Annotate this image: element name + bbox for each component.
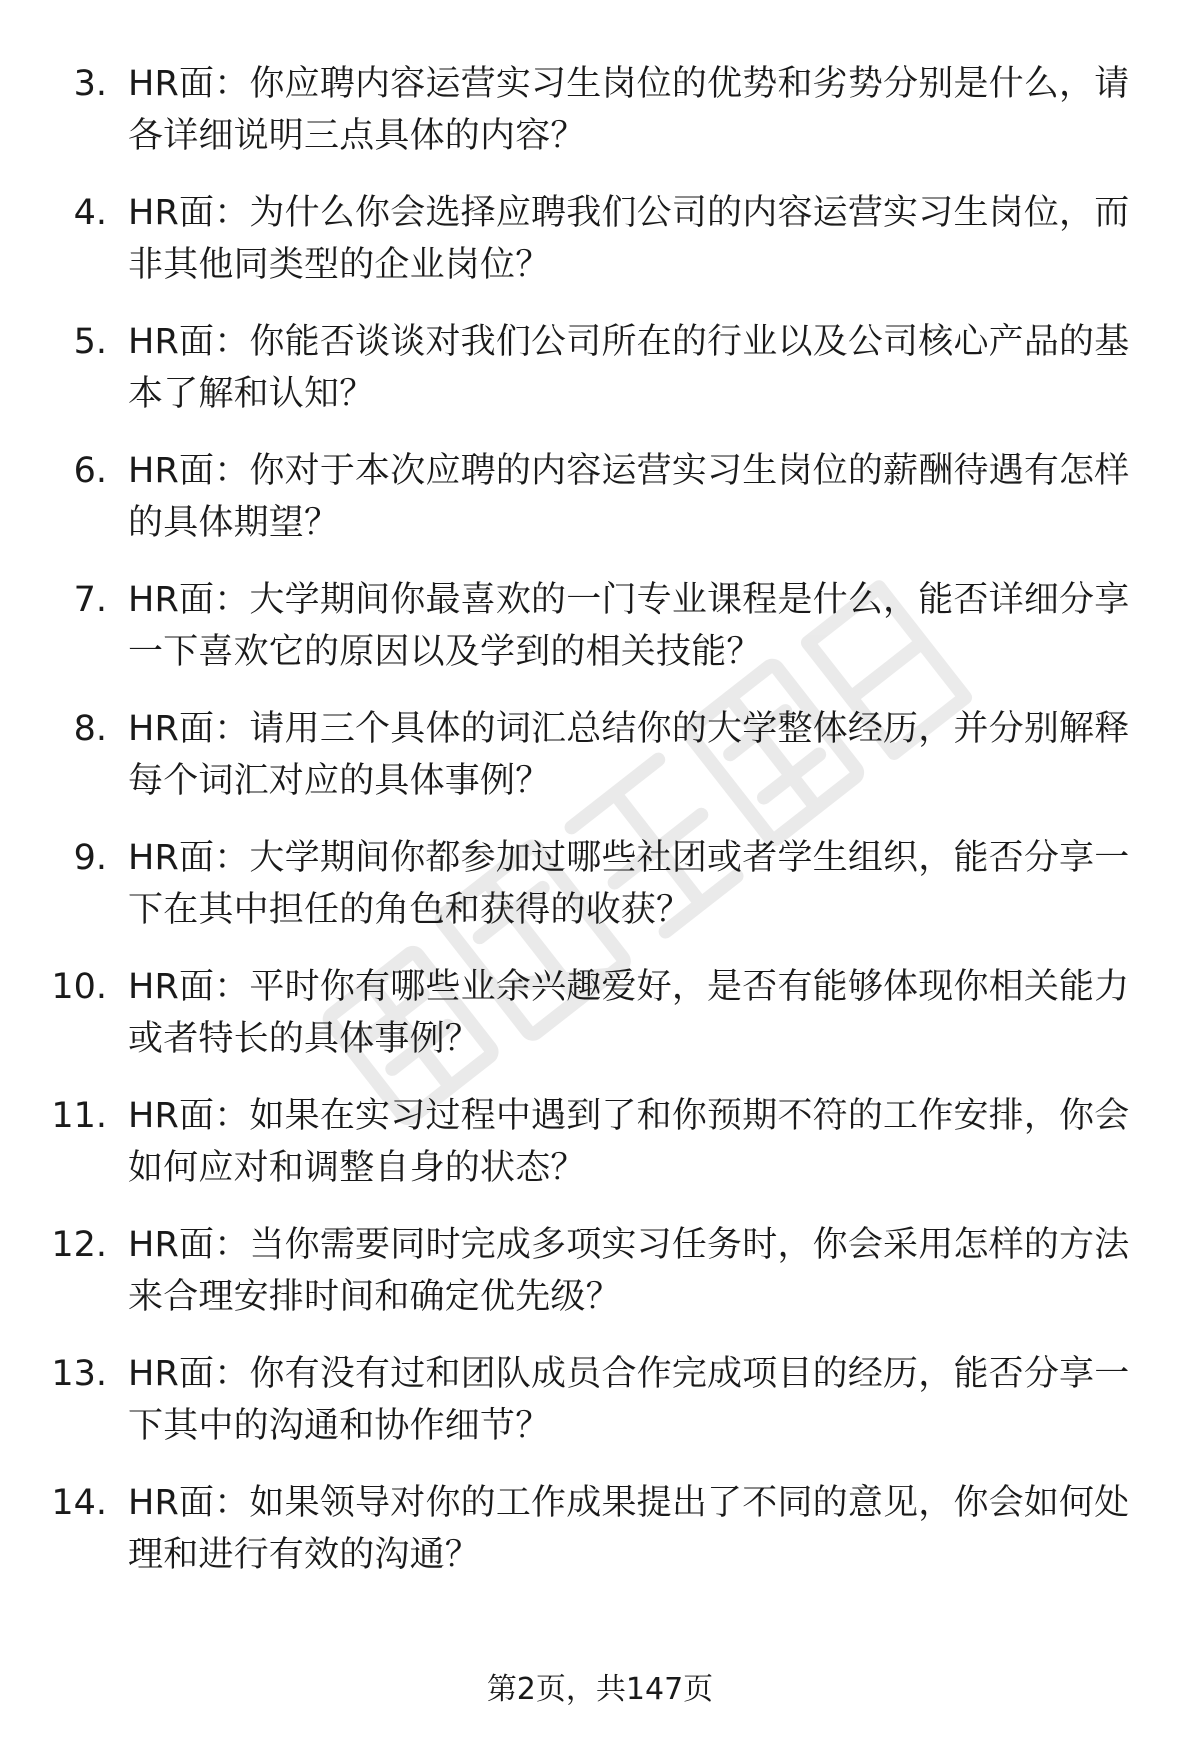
question-item	[0, 316, 1200, 445]
question-list	[0, 58, 1200, 1606]
question-text: HR面：如果领导对你的工作成果提出了不同的意见，你会如何处理和进行有效的沟通？	[128, 1483, 1130, 1575]
question-item	[0, 832, 1200, 961]
question-number: 6.	[73, 451, 107, 491]
question-text: HR面：你能否谈谈对我们公司所在的行业以及公司核心产品的基本了解和认知？	[128, 322, 1130, 414]
question-text: HR面：平时你有哪些业余兴趣爱好，是否有能够体现你相关能力或者特长的具体事例？	[128, 967, 1130, 1059]
question-text: HR面：你应聘内容运营实习生岗位的优势和劣势分别是什么，请各详细说明三点具体的内容？	[128, 64, 1130, 156]
question-item	[0, 703, 1200, 832]
question-text: HR面：你有没有过和团队成员合作完成项目的经历，能否分享一下其中的沟通和协作细节？	[128, 1354, 1130, 1446]
question-number: 12.	[51, 1225, 107, 1265]
question-text: HR面：当你需要同时完成多项实习任务时，你会采用怎样的方法来合理安排时间和确定优先级？	[128, 1225, 1130, 1317]
question-item	[0, 574, 1200, 703]
question-text: HR面：为什么你会选择应聘我们公司的内容运营实习生岗位，而非其他同类型的企业岗位？	[128, 193, 1130, 285]
question-number: 9.	[73, 838, 107, 878]
page-number-footer: 第2页，共147页	[486, 1672, 714, 1707]
question-number: 11.	[51, 1096, 107, 1136]
question-number: 3.	[73, 64, 107, 104]
question-text: HR面：大学期间你最喜欢的一门专业课程是什么，能否详细分享一下喜欢它的原因以及学到的相关技能？	[128, 580, 1130, 672]
question-text: HR面：请用三个具体的词汇总结你的大学整体经历，并分别解释每个词汇对应的具体事例？	[128, 709, 1130, 801]
question-number: 8.	[73, 709, 107, 749]
question-number: 10.	[51, 967, 107, 1007]
question-item	[0, 1477, 1200, 1606]
question-text: HR面：大学期间你都参加过哪些社团或者学生组织，能否分享一下在其中担任的角色和获得的收获？	[128, 838, 1130, 930]
question-item	[0, 187, 1200, 316]
question-item	[0, 1219, 1200, 1348]
question-text: HR面：你对于本次应聘的内容运营实习生岗位的薪酬待遇有怎样的具体期望？	[128, 451, 1130, 543]
question-item	[0, 58, 1200, 187]
question-text: HR面：如果在实习过程中遇到了和你预期不符的工作安排，你会如何应对和调整自身的状态？	[128, 1096, 1130, 1188]
question-number: 4.	[73, 193, 107, 233]
question-number: 14.	[51, 1483, 107, 1523]
question-item	[0, 445, 1200, 574]
question-number: 13.	[51, 1354, 107, 1394]
question-number: 5.	[73, 322, 107, 362]
question-item	[0, 961, 1200, 1090]
question-item	[0, 1348, 1200, 1477]
question-number: 7.	[73, 580, 107, 620]
question-item	[0, 1090, 1200, 1219]
